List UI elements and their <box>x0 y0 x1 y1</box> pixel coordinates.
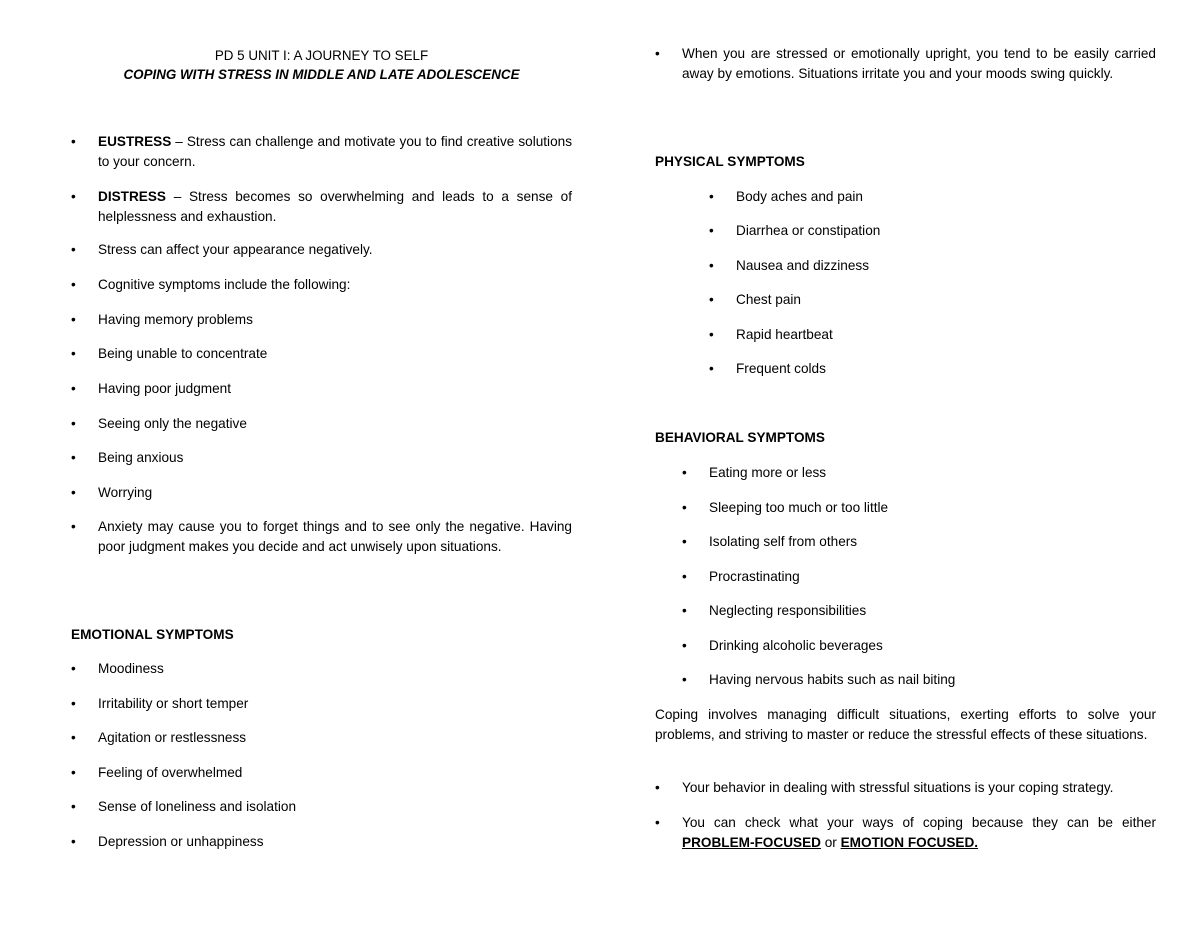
problem-focused-term: PROBLEM-FOCUSED <box>682 834 821 850</box>
coping-paragraph: Coping involves managing difficult situations, exerting efforts to solve your problems, and striving to master or reduce the stressful effects of these situations. <box>655 707 1156 742</box>
bullet: • <box>71 450 76 465</box>
bullet: • <box>682 603 687 618</box>
list-item: • Irritability or short temper <box>71 694 572 714</box>
emotional-symptoms-heading: EMOTIONAL SYMPTOMS <box>71 627 234 642</box>
bullet: • <box>71 519 76 534</box>
document-header <box>71 46 572 84</box>
bullet: • <box>71 189 76 204</box>
term-distress: DISTRESS <box>98 189 166 204</box>
list-item: • Being anxious <box>71 448 572 468</box>
list-item: • Rapid heartbeat <box>709 327 833 342</box>
list-item-ways-of-coping <box>655 813 1156 852</box>
list-item: • Neglecting responsibilities <box>682 603 867 618</box>
list-item: • Depression or unhappiness <box>71 832 572 852</box>
list-item: • Agitation or restlessness <box>71 728 572 748</box>
list-item: • Moodiness <box>71 659 572 679</box>
list-item: • Diarrhea or constipation <box>709 223 881 238</box>
list-item: • Sleeping too much or too little <box>682 500 889 515</box>
document-subtitle: COPING WITH STRESS IN MIDDLE AND LATE ADOLESCENCE <box>123 67 520 82</box>
document-title: PD 5 UNIT I: A JOURNEY TO SELF <box>214 48 429 63</box>
list-item: • Cognitive symptoms include the following: <box>71 275 572 295</box>
list-item: • Stress can affect your appearance negatively. <box>71 240 572 260</box>
ways-text: You can check what your ways of coping because they can be either <box>682 815 1156 830</box>
bullet: • <box>709 361 714 376</box>
bullet: • <box>71 696 76 711</box>
list-item: • Body aches and pain <box>709 189 863 204</box>
bullet: • <box>655 780 660 795</box>
bullet: • <box>682 534 687 549</box>
bullet: • <box>71 416 76 431</box>
bullet: • <box>682 672 687 687</box>
bullet: • <box>709 327 714 342</box>
list-item: • Having nervous habits such as nail biting <box>682 672 956 687</box>
bullet: • <box>709 223 714 238</box>
list-item: • Being unable to concentrate <box>71 344 572 364</box>
emotion-focused-term: EMOTION FOCUSED. <box>840 834 979 850</box>
list-item: • Procrastinating <box>682 569 800 584</box>
list-item: • Seeing only the negative <box>71 414 572 434</box>
bullet: • <box>682 569 687 584</box>
list-item-eustress <box>71 132 572 171</box>
list-item: • Having memory problems <box>71 310 572 330</box>
bullet: • <box>682 500 687 515</box>
bullet: • <box>71 277 76 292</box>
list-item-emotional-intro: • When you are stressed or emotionally upright, you tend to be easily carried away by emotions. Situations irritate you and your moods swing quickly. <box>655 46 1156 81</box>
distress-definition: – Stress becomes so overwhelming and leads to a sense of helplessness and exhaustion. <box>98 189 572 224</box>
list-item: • Your behavior in dealing with stressful situations is your coping strategy. <box>655 778 1156 798</box>
list-item: • Having poor judgment <box>71 379 572 399</box>
list-item: • Feeling of overwhelmed <box>71 763 572 783</box>
list-item: • Nausea and dizziness <box>709 258 869 273</box>
bullet: • <box>682 465 687 480</box>
list-item: • Worrying <box>71 483 572 503</box>
eustress-definition: – Stress can challenge and motivate you to find creative solutions to your concern. <box>98 134 572 169</box>
list-item: • Eating more or less <box>682 465 827 480</box>
bullet: • <box>71 834 76 849</box>
bullet: • <box>682 638 687 653</box>
behavioral-symptoms-heading: BEHAVIORAL SYMPTOMS <box>655 430 825 445</box>
bullet: • <box>71 242 76 257</box>
bullet: • <box>709 258 714 273</box>
list-item: • Chest pain <box>709 292 801 307</box>
list-item: • Anxiety may cause you to forget things and to see only the negative. Having poor judgment makes you decide and act unwisely upon situations. <box>71 519 572 554</box>
bullet: • <box>71 799 76 814</box>
physical-symptoms-heading: PHYSICAL SYMPTOMS <box>655 154 805 169</box>
bullet: • <box>71 485 76 500</box>
list-item: • Sense of loneliness and isolation <box>71 797 572 817</box>
bullet: • <box>71 346 76 361</box>
bullet: • <box>71 312 76 327</box>
bullet: • <box>71 765 76 780</box>
bullet: • <box>71 730 76 745</box>
bullet: • <box>71 381 76 396</box>
term-eustress: EUSTRESS <box>98 134 172 149</box>
bullet: • <box>71 134 76 149</box>
list-item: • Isolating self from others <box>682 534 858 549</box>
bullet: • <box>709 189 714 204</box>
or-word: or <box>820 834 841 850</box>
bullet: • <box>709 292 714 307</box>
bullet: • <box>71 661 76 676</box>
bullet: • <box>655 46 660 61</box>
bullet: • <box>655 815 660 830</box>
list-item: • Drinking alcoholic beverages <box>682 638 883 653</box>
list-item-distress <box>71 187 572 226</box>
list-item: • Frequent colds <box>709 361 826 376</box>
